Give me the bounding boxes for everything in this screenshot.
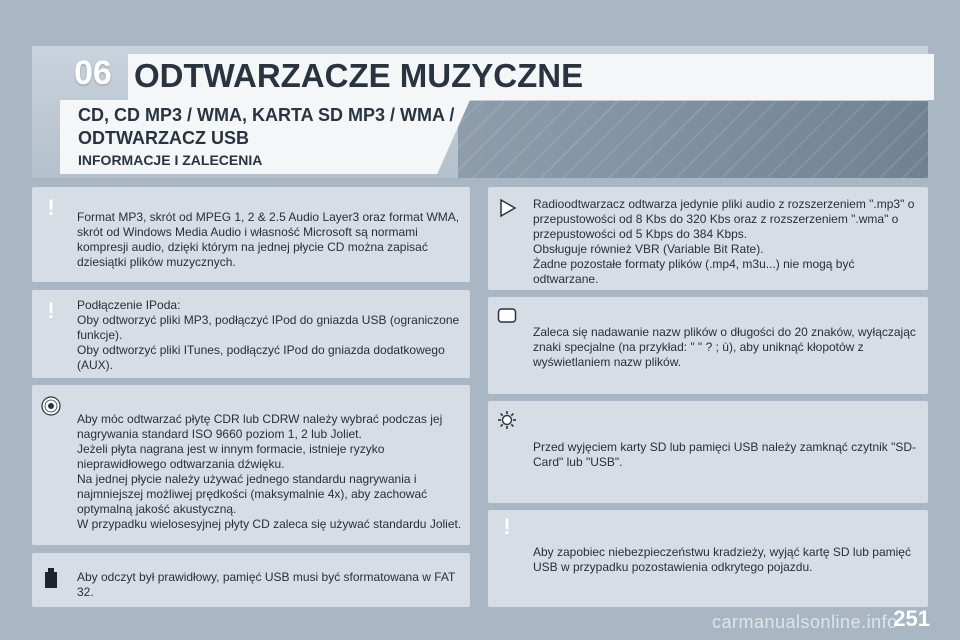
watermark: carmanualsonline.info (712, 612, 898, 632)
info-card-supported-files (488, 187, 928, 290)
section-subtitle: INFORMACJE I ZALECENIA (78, 152, 263, 168)
info-card-eject (488, 401, 928, 503)
exclamation-icon: ! (47, 298, 55, 323)
exclamation-icon: ! (47, 195, 55, 220)
info-card-mp3-format (32, 187, 470, 282)
exclamation-icon: ! (503, 514, 511, 539)
card-text: Aby móc odtwarzać płytę CDR lub CDRW należy wybrać podczas jej nagrywania standard ISO 9660 poziom 1, 2 lub Joliet. Jeżeli płyta nagrana jest w innym formacie, istnieje ryzyko nieprawidłowego odtwarzania dźwięku. Na jednej płycie należy używać jednego standardu nagrywania i najmniejszej możliwej prędkości (maksymalnie 4x), aby zachować optymalną jakość akustyczną. W przypadku wielosesyjnej płyty CD zaleca się używać standardu Joliet. (77, 412, 462, 531)
card-text: Przed wyjęciem karty SD lub pamięci USB należy zamknąć czytnik "SD-Card" lub "USB". (533, 440, 917, 469)
info-card-ipod (32, 290, 470, 378)
card-text: Zaleca się nadawanie nazw plików o długości do 20 znaków, wyłączając znaki specjalne (na przykład: " " ? ; ù), aby uniknąć kłopotów z wyświetlaniem nazw plików. (533, 325, 916, 369)
card-text: Aby zapobiec niebezpieczeństwu kradzieży, wyjąć kartę SD lub pamięć USB w przypadku pozostawienia odkrytego pojazdu. (533, 545, 911, 574)
usb-stick-icon (40, 567, 62, 589)
chapter-number: 06 (74, 54, 112, 92)
card-text: Format MP3, skrót od MPEG 1, 2 & 2.5 Audio Layer3 oraz format WMA, skrót od Windows Media Audio i własność Microsoft są normami kompresji audio, dzięki którym na jednej płycie CD można zapisać dziesiątki plików muzycznych. (77, 210, 460, 269)
header-decoration (458, 101, 928, 178)
disc-icon (40, 395, 62, 417)
info-card-cd-burning (32, 385, 470, 545)
info-card-file-names (488, 297, 928, 394)
screen-icon (496, 305, 518, 327)
chapter-title: ODTWARZACZE MUZYCZNE (128, 54, 934, 100)
play-icon (496, 197, 518, 219)
section-title: CD, CD MP3 / WMA, KARTA SD MP3 / WMA / ODTWARZACZ USB (78, 105, 455, 148)
card-text: Podłączenie IPoda: Oby odtworzyć pliki MP3, podłączyć IPod do gniazda USB (ograniczone funkcje). Oby odtworzyć pliki ITunes, podłączyć IPod do gniazda dodatkowego (AUX). (77, 298, 460, 372)
info-card-usb-format (32, 553, 470, 607)
card-text: Aby odczyt był prawidłowy, pamięć USB musi być sformatowana w FAT 32. (77, 570, 456, 599)
card-text: Radioodtwarzacz odtwarza jedynie pliki audio z rozszerzeniem ".mp3" o przepustowości od 8 Kbs do 320 Kbs oraz z rozszerzeniem ".wma" o przepustowości od 5 Kbps do 384 Kbps. Obsługuje również VBR (Variable Bit Rate). Żadne pozostałe formaty plików (.mp4, m3u...) nie mogą być odtwarzane. (533, 197, 915, 286)
page-number: 251 (893, 606, 930, 631)
info-card-theft (488, 510, 928, 607)
gear-icon (496, 409, 518, 431)
